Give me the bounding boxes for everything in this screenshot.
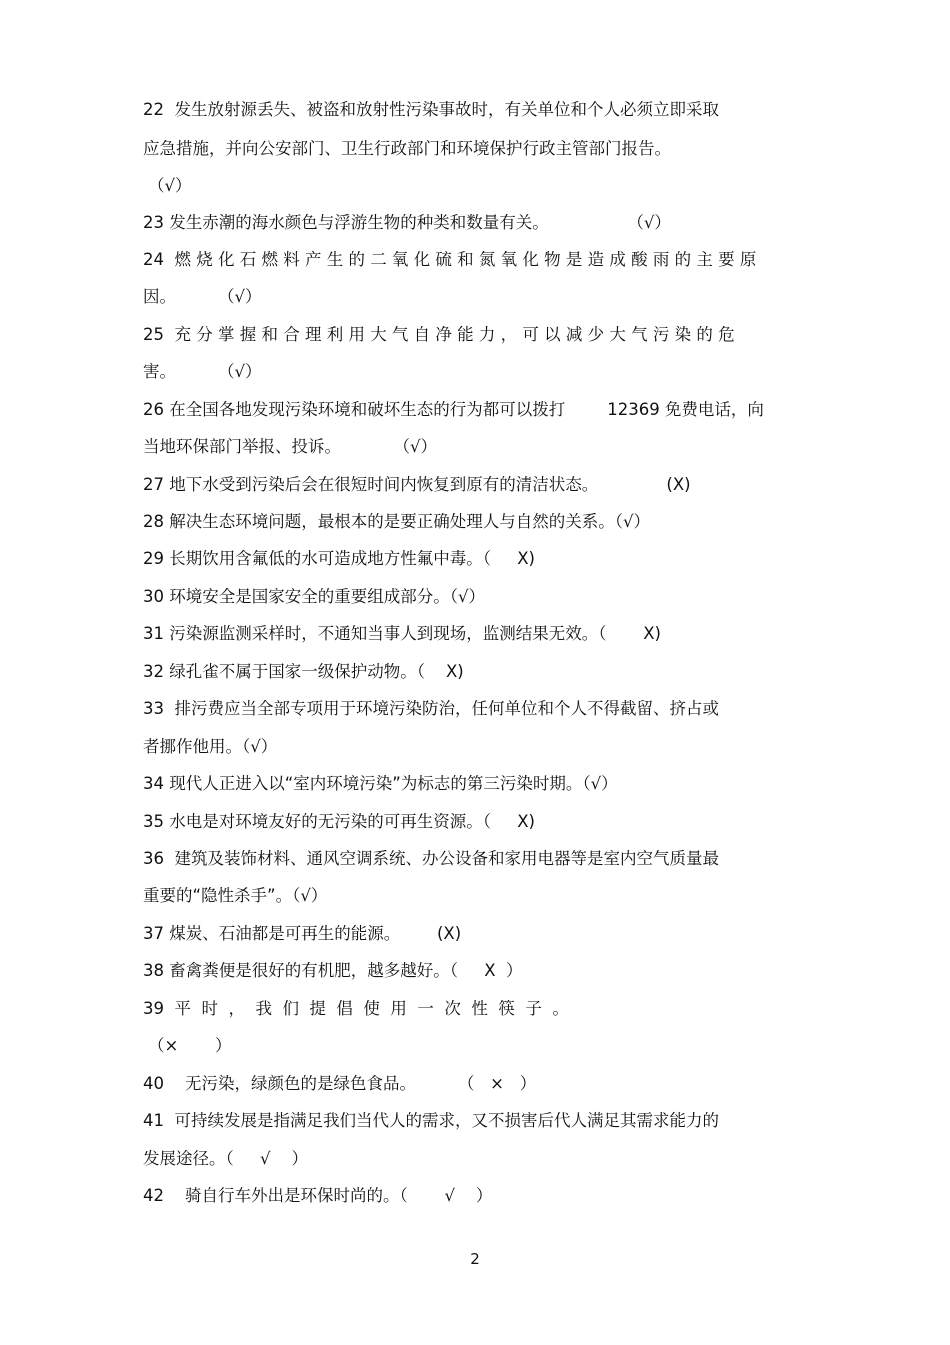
text-line: 发展途径。（ √ ） [143, 1149, 308, 1168]
text-line: 42 骑自行车外出是环保时尚的。（ √ ） [143, 1186, 493, 1205]
text-line: 40 无污染，绿颜色的是绿色食品。 （ × ） [143, 1074, 537, 1093]
text-line: 36 建筑及装饰材料、通风空调系统、办公设备和家用电器等是室内空气质量最 [143, 849, 719, 868]
text-line: 当地环保部门举报、投诉。 （√） [143, 437, 437, 456]
text-line: 30 环境安全是国家安全的重要组成部分。（√） [143, 587, 486, 606]
text-line: 34 现代人正进入以“室内环境污染”为标志的第三污染时期。（√） [143, 774, 618, 793]
text-line: 29 长期饮用含氟低的水可造成地方性氟中毒。（ X) [143, 549, 535, 568]
page-number: 2 [470, 1250, 480, 1268]
text-line: 23 发生赤潮的海水颜色与浮游生物的种类和数量有关。 （√） [143, 213, 671, 232]
text-line: 应急措施，并向公安部门、卫生行政部门和环境保护行政主管部门报告。 [143, 139, 671, 158]
text-line: 22 发生放射源丢失、被盗和放射性污染事故时，有关单位和个人必须立即采取 [143, 100, 719, 119]
text-line: 重要的“隐性杀手”。（√） [143, 886, 328, 905]
text-line: 因。 （√） [143, 287, 262, 306]
text-line: 38 畜禽粪便是很好的有机肥，越多越好。（ X ） [143, 961, 523, 980]
text-line: 37 煤炭、石油都是可再生的能源。 (X) [143, 924, 462, 943]
text-line: 31 污染源监测采样时，不通知当事人到现场，监测结果无效。（ X) [143, 624, 661, 643]
text-line: （√） [148, 176, 192, 195]
text-line: 者挪作他用。（√） [143, 737, 278, 756]
text-line: 35 水电是对环境友好的无污染的可再生资源。（ X) [143, 812, 535, 831]
text-line: 害。 （√） [143, 362, 262, 381]
text-line: 27 地下水受到污染后会在很短时间内恢复到原有的清洁状态。 (X) [143, 475, 691, 494]
text-line: 26 在全国各地发现污染环境和破坏生态的行为都可以拨打 12369 免费电话，向 [143, 400, 764, 419]
text-line: 32 绿孔雀不属于国家一级保护动物。（ X) [143, 662, 464, 681]
text-line: 39 平 时 ， 我 们 提 倡 使 用 一 次 性 筷 子 。 [143, 999, 569, 1018]
text-line: 28 解决生态环境问题，最根本的是要正确处理人与自然的关系。（√） [143, 512, 651, 531]
text-line: （× ） [148, 1036, 232, 1055]
text-line: 41 可持续发展是指满足我们当代人的需求，又不损害后代人满足其需求能力的 [143, 1111, 719, 1130]
text-line: 33 排污费应当全部专项用于环境污染防治，任何单位和个人不得截留、挤占或 [143, 699, 719, 718]
text-line: 25 充 分 掌 握 和 合 理 利 用 大 气 自 净 能 力 ， 可 以 减 少 大 气 污 染 的 危 [143, 325, 735, 344]
text-line: 24 燃 烧 化 石 燃 料 产 生 的 二 氧 化 硫 和 氮 氧 化 物 是 造 成 酸 雨 的 主 要 原 [143, 250, 757, 269]
